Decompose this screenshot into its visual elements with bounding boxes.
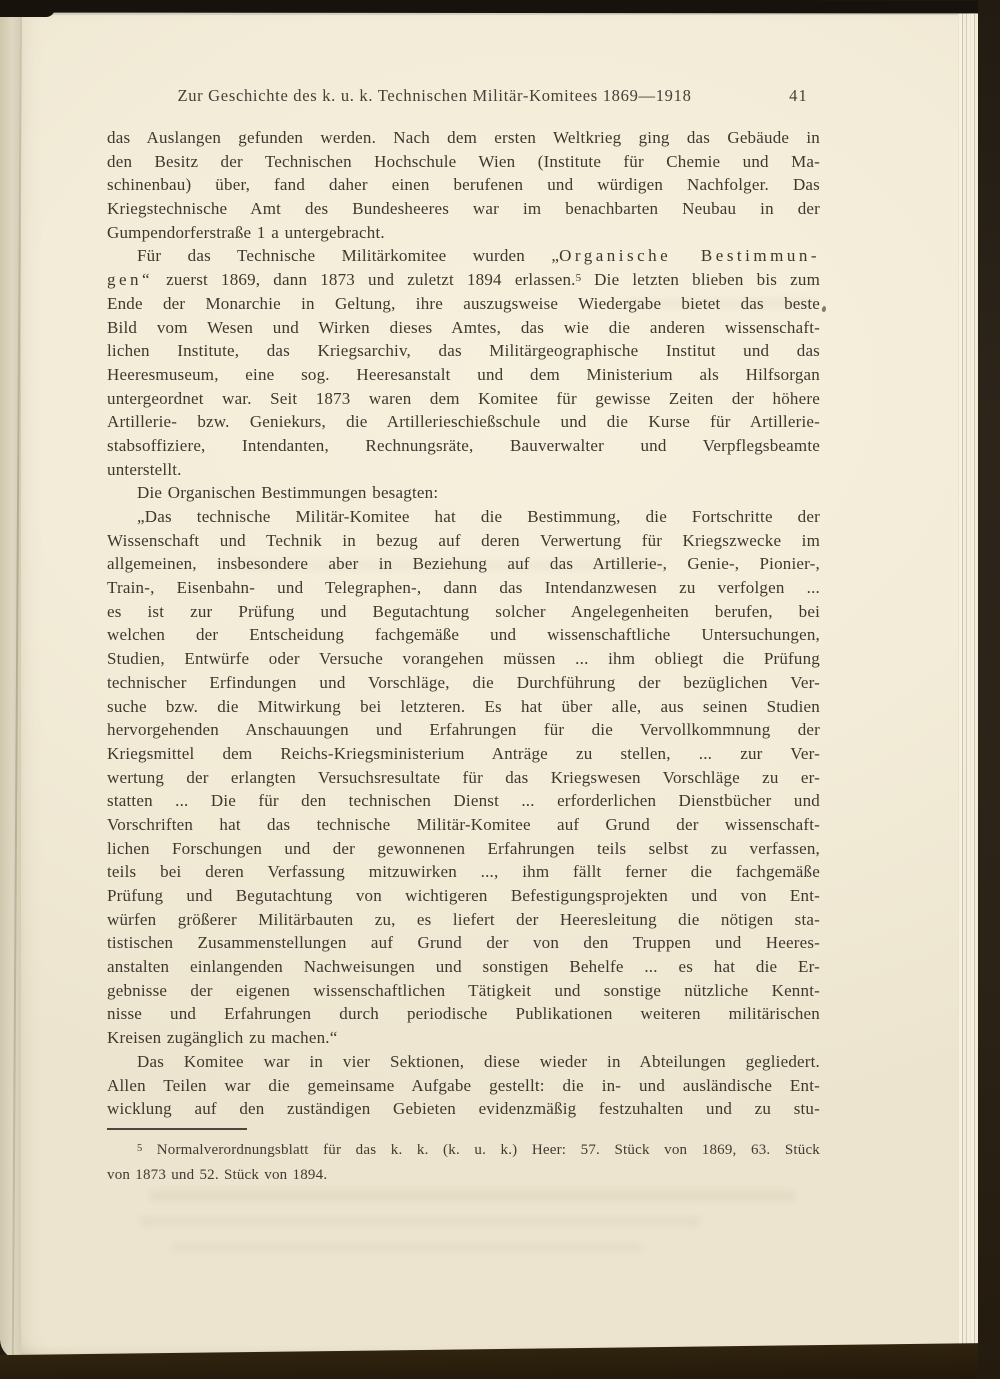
text-line: den Besitz der Technischen Hochschule Wien (Institute für Chemie und Ma-	[107, 151, 820, 171]
text-line: allgemeinen, insbesondere aber in Beziehung auf das Artillerie-, Genie-, Pionier-,	[107, 554, 820, 574]
scan-background-top-corner	[0, 0, 55, 17]
text-line: nisse und Erfahrungen durch periodische Publikationen weiteren militärischen	[107, 1004, 820, 1024]
scan-background-top	[0, 0, 1000, 13]
text-line: Gumpendorferstraße 1 a untergebracht.	[107, 222, 385, 242]
text-line: gebnisse der eigenen wissenschaftlichen Tätigkeit und sonstige nützliche Kennt-	[107, 980, 820, 1000]
page-edge-stack	[958, 14, 979, 1360]
ink-speck	[821, 306, 826, 313]
text-line: Artillerie- bzw. Geniekurs, die Artillerieschießschule und die Kurse für Artillerie-	[107, 412, 820, 432]
text-line: Prüfung und Begutachtung von wichtigeren Befestigungsprojekten und von Ent-	[107, 886, 820, 905]
text-line: von 1873 und 52. Stück von 1894.	[107, 1166, 328, 1183]
text-line: das Auslangen gefunden werden. Nach dem ersten Weltkrieg ging das Gebäude in	[107, 128, 820, 147]
text-line: würfen größerer Militärbauten zu, es liefert der Heeresleitung die nötigen sta-	[107, 909, 820, 929]
text-line: gen“ zuerst 1869, dann 1873 und zuletzt 1894 erlassen.$^5$ Die letzten blieben bis zum	[107, 270, 820, 290]
text-line: wertung der erlangten Versuchsresultate für das Kriegswesen Vorschläge zu er-	[107, 767, 820, 787]
text-line: Für das Technische Militärkomitee wurden „Organische Bestimmun-	[137, 246, 820, 266]
text-line: Allen Teilen war die gemeinsame Aufgabe gestellt: die in- und ausländische Ent-	[107, 1075, 820, 1095]
text-line: welchen der Entscheidung fachgemäße und wissenschaftliche Untersuchungen,	[107, 625, 820, 645]
text-line: teils bei deren Verfassung mitzuwirken ..., ihm fällt ferner die fachgemäße	[107, 862, 820, 882]
text-line: „Das technische Militär-Komitee hat die Bestimmung, die Fortschritte der	[137, 507, 820, 526]
text-line: stabsoffiziere, Intendanten, Rechnungsräte, Bauverwalter und Verpflegsbeamte	[107, 435, 820, 455]
text-line: Kreisen zugänglich zu machen.“	[107, 1028, 338, 1048]
text-line: es ist zur Prüfung und Begutachtung solcher Angelegenheiten berufen, bei	[107, 601, 820, 621]
bleed-through-ghost	[150, 1190, 795, 1201]
bleed-through-ghost	[140, 1216, 700, 1227]
text-line: Vorschriften hat das technische Militär-Komitee auf Grund der wissenschaft-	[107, 814, 820, 834]
text-line: hervorgehenden Anschauungen und Erfahrungen für die Vervollkommnung der	[107, 720, 820, 740]
text-line: statten ... Die für den technischen Dienst ... erforderlichen Dienstbücher und	[107, 791, 820, 811]
text-line: anstalten einlangenden Nachweisungen und sonstigen Behelfe ... es hat die Er-	[107, 957, 820, 977]
text-line: Heeresmuseum, eine sog. Heeresanstalt und dem Ministerium als Hilfsorgan	[107, 364, 820, 384]
body-text	[107, 126, 820, 1121]
footnote-rule	[107, 1128, 247, 1130]
text-line: unterstellt.	[107, 459, 182, 479]
book-page	[0, 12, 979, 1360]
text-line: Train-, Eisenbahn- und Telegraphen-, dann das Intendanzwesen zu verfolgen ...	[107, 578, 820, 598]
text-line: lichen Forschungen und der gewonnenen Erfahrungen teils selbst zu verfassen,	[107, 838, 820, 858]
spaced-emphasis: Organische Bestimmun-	[559, 246, 820, 266]
footnote-text	[107, 1138, 820, 1187]
text-line: tistischen Zusammenstellungen auf Grund der von den Truppen und Heeres-	[107, 933, 820, 953]
bleed-through-ghost	[172, 1242, 642, 1253]
text-line: Kriegstechnische Amt des Bundesheeres war im benachbarten Neubau in der	[107, 199, 820, 219]
text-line: Wissenschaft und Technik in bezug auf deren Verwertung für Kriegszwecke im	[107, 530, 820, 550]
text-line: schinenbau) über, fand daher einen berufenen und würdigen Nachfolger. Das	[107, 175, 820, 195]
text-line: technischer Erfindungen und Vorschläge, die Durchführung der bezüglichen Ver-	[107, 672, 820, 692]
text-line: lichen Institute, das Kriegsarchiv, das Militärgeographische Institut und das	[107, 341, 820, 361]
footnote-marker: 5	[575, 272, 582, 285]
text-line: untergeordnet war. Seit 1873 waren dem Komitee für gewisse Zeiten der höhere	[107, 388, 820, 408]
text-line: wicklung auf den zuständigen Gebieten evidenzmäßig festzuhalten und zu stu-	[107, 1099, 820, 1119]
running-header	[107, 86, 820, 108]
running-header-title: Zur Geschichte des k. u. k. Technischen Militär-Komitees 1869—1918	[177, 86, 692, 105]
text-line: $^5$ Normalverordnungsblatt für das k. k. (k. u. k.) Heer: 57. Stück von 1869, 63. Stück	[137, 1142, 820, 1158]
scan-background-right	[978, 0, 1000, 1379]
footnote-marker: 5	[137, 1143, 143, 1154]
text-line: Bild vom Wesen und Wirken dieses Amtes, das wie die anderen wissenschaft-	[107, 317, 820, 337]
text-line: Ende der Monarchie in Geltung, ihre auszugsweise Wiedergabe bietet das beste	[107, 293, 820, 313]
page-number: 41	[789, 86, 808, 105]
text-line: Die Organischen Bestimmungen besagten:	[137, 483, 439, 503]
text-line: suche bzw. die Mitwirkung bei letzteren. Es hat über alle, aus seinen Studien	[107, 696, 820, 716]
text-line: Das Komitee war in vier Sektionen, diese wieder in Abteilungen gegliedert.	[137, 1051, 820, 1071]
spaced-emphasis: gen“	[107, 270, 154, 290]
text-line: Kriegsmittel dem Reichs-Kriegsministerium Anträge zu stellen, ... zur Ver-	[107, 743, 820, 763]
text-line: Studien, Entwürfe oder Versuche vorangehen müssen ... ihm obliegt die Prüfung	[107, 649, 820, 669]
